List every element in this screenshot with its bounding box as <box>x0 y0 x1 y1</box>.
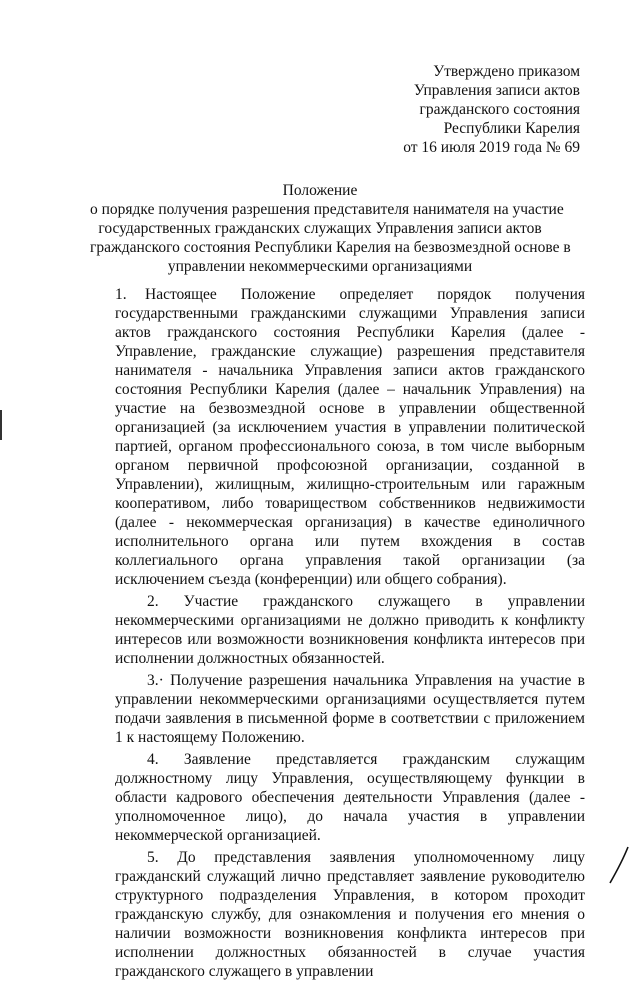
document-body <box>115 285 585 984</box>
paragraph-3: 3.· Получение разрешения начальника Управления на участие в управлении некоммерческими организациями осуществляется путем подачи заявления в письменной форме в соответствии с приложением 1 к настоящему Положению. <box>115 672 585 746</box>
paragraph-5: 5. До представления заявления уполномоченному лицу гражданский служащий лично представляет заявление руководителю структурного подразделения Управления, в котором проходит гражданскую службу, для ознакомления и получения его мнения о наличии возможности возникновения конфликта интересов при исполнении должностных обязанностей в случае участия гражданского служащего в управлении <box>115 849 585 980</box>
document-title <box>90 181 571 276</box>
title-line: гражданского состояния Республики Карелия на безвозмездной основе в <box>90 239 571 256</box>
approval-line: Утверждено приказом <box>433 63 580 80</box>
signature-stroke <box>606 845 632 885</box>
title-line: о порядке получения разрешения представителя нанимателя на участие <box>90 201 564 218</box>
approval-line: Управления записи актов <box>413 82 580 99</box>
title-line: государственных гражданских служащих Управления записи актов <box>98 220 542 237</box>
paragraph-4: 4. Заявление представляется гражданским служащим должностному лицу Управления, осуществляющему функции в области кадрового обеспечения деятельности Управления (далее - уполномоченное лицо), до начала участия в управлении некоммерческой организацией. <box>115 751 585 844</box>
approval-line: от 16 июля 2019 года № 69 <box>403 139 580 156</box>
title-line: управлении некоммерческими организациями <box>167 258 473 275</box>
title-heading: Положение <box>282 182 358 199</box>
paragraph-2: 2. Участие гражданского служащего в управлении некоммерческими организациями не должно приводить к конфликту интересов или возможности возникновения конфликта интересов при исполнении должностных обязанностей. <box>115 593 585 667</box>
paragraph-number: 1. <box>115 286 127 303</box>
paragraph-1 <box>115 285 585 589</box>
scan-edge-mark <box>0 410 2 440</box>
approval-line: гражданского состояния <box>419 101 580 118</box>
approval-line: Республики Карелия <box>443 120 580 137</box>
paragraph-text: Настоящее Положение определяет порядок получения государственными гражданскими служащими Управления записи актов гражданского состояния Республики Карелия (далее - Управление, гражданские служащие) разрешения представителя нанимателя - начальника Управления записи актов гражданского состояния Республики Карелия (далее – начальник Управления) на участие на безвозмездной основе в управлении общественной организацией (за исключением участия в управлении политической партией, органом профессионального союза, в том числе выборным органом первичной профсоюзной организации, созданной в Управлении), жилищным, жилищно-строительным или гаражным кооперативом, либо товариществом собственников недвижимости (далее - некоммерческая организация) в качестве единоличного исполнительного органа или путем вхождения в состав коллегиального органа управления такой организации (за исключением съезда (конференции) или общего собрания). <box>115 286 585 588</box>
approval-block <box>403 62 580 157</box>
